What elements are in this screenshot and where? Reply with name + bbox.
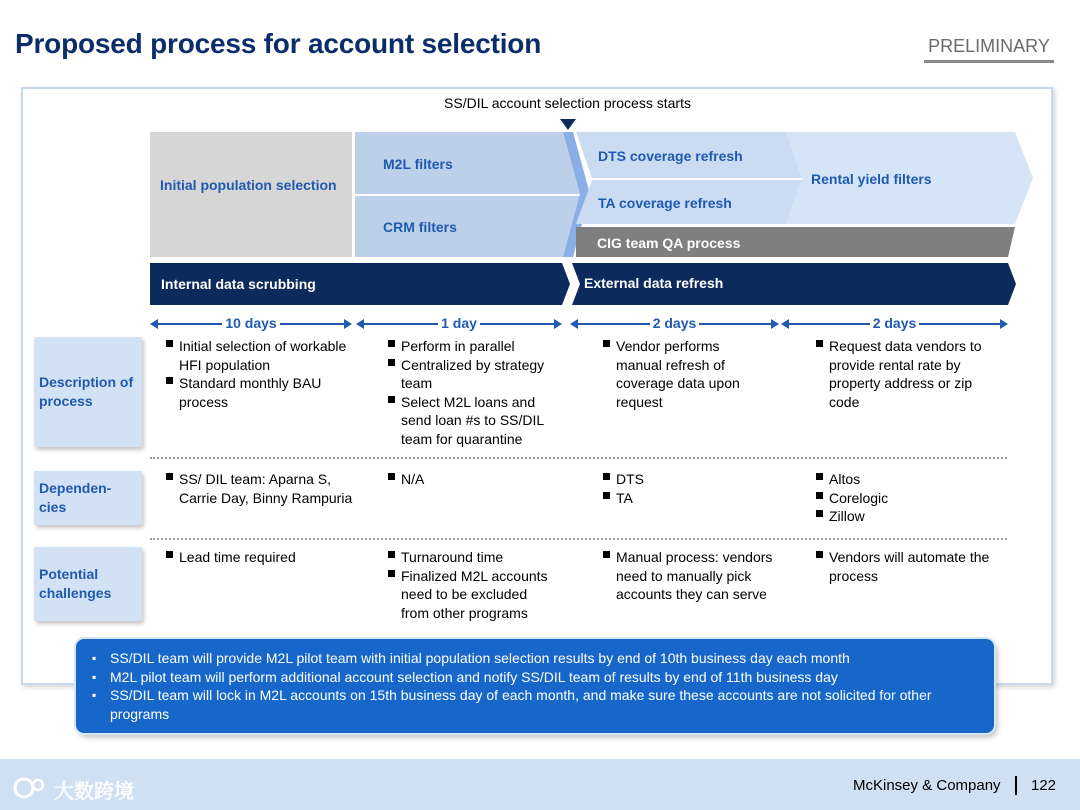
phase-external-label: External data refresh bbox=[584, 275, 724, 291]
duration-label: 2 days bbox=[650, 315, 700, 331]
phase-internal-label: Internal data scrubbing bbox=[161, 276, 316, 292]
list-item: Select M2L loans and send loan #s to SS/DIL team for quarantine bbox=[387, 393, 565, 449]
cell-challenges-3 bbox=[602, 548, 782, 604]
preliminary-badge: PRELIMINARY bbox=[924, 34, 1054, 63]
duration-arrow bbox=[356, 316, 562, 332]
list-item: Altos bbox=[815, 470, 995, 489]
summary-notes-box bbox=[76, 639, 994, 733]
block-dts-refresh-label: DTS coverage refresh bbox=[598, 148, 743, 164]
block-initial-population bbox=[150, 132, 352, 257]
list-item: Vendors will automate the process bbox=[815, 548, 1010, 585]
cell-dependencies-3 bbox=[602, 470, 767, 507]
block-m2l-filters-label: M2L filters bbox=[383, 156, 453, 172]
duration-arrow bbox=[570, 316, 779, 332]
duration-arrow bbox=[150, 316, 352, 332]
cell-challenges-1 bbox=[165, 548, 355, 567]
row-separator bbox=[150, 457, 1007, 459]
list-item: DTS bbox=[602, 470, 767, 489]
page-title: Proposed process for account selection bbox=[15, 28, 542, 59]
list-item: Lead time required bbox=[165, 548, 355, 567]
list-item: Standard monthly BAU process bbox=[165, 374, 350, 411]
watermark-logo-icon bbox=[12, 776, 52, 800]
process-start-label: SS/DIL account selection process starts bbox=[444, 95, 691, 111]
block-cig-qa-label: CIG team QA process bbox=[597, 235, 741, 251]
list-item: TA bbox=[602, 489, 767, 508]
list-item: Request data vendors to provide rental rate by property address or zip code bbox=[815, 337, 995, 411]
list-item: Finalized M2L accounts need to be excluded from other programs bbox=[387, 567, 552, 623]
duration-label: 10 days bbox=[222, 315, 279, 331]
cell-dependencies-1 bbox=[165, 470, 355, 507]
row-header-dependencies: Dependen-cies bbox=[34, 471, 142, 525]
cell-description-1 bbox=[165, 337, 350, 411]
list-item: N/A bbox=[387, 470, 557, 489]
block-initial-population-label: Initial population selection bbox=[160, 177, 337, 193]
duration-label: 2 days bbox=[870, 315, 920, 331]
list-item: Manual process: vendors need to manually pick accounts they can serve bbox=[602, 548, 782, 604]
cell-description-2 bbox=[387, 337, 565, 448]
block-ta-refresh-label: TA coverage refresh bbox=[598, 195, 732, 211]
row-header-description: Description of process bbox=[34, 337, 142, 447]
block-crm-filters-label: CRM filters bbox=[383, 219, 457, 235]
row-header-challenges: Potential challenges bbox=[34, 547, 142, 621]
cell-dependencies-4 bbox=[815, 470, 995, 526]
block-rental-yield-label: Rental yield filters bbox=[811, 171, 932, 187]
list-item: Perform in parallel bbox=[387, 337, 565, 356]
note-item: ▪ SS/DIL team will lock in M2L accounts on 15th business day of each month, and make sure these accounts are not solicited for other programs bbox=[92, 686, 974, 723]
watermark-text: 大数跨境 bbox=[54, 781, 134, 803]
note-item: ▪ SS/DIL team will provide M2L pilot team with initial population selection results by end of 10th business day each month bbox=[92, 649, 974, 668]
footer-divider bbox=[1015, 776, 1017, 795]
company-name: McKinsey & Company bbox=[853, 777, 1001, 794]
list-item: Zillow bbox=[815, 507, 995, 526]
duration-arrow bbox=[781, 316, 1008, 332]
list-item: Turnaround time bbox=[387, 548, 552, 567]
list-item: Vendor performs manual refresh of coverage data upon request bbox=[602, 337, 767, 411]
list-item: Corelogic bbox=[815, 489, 995, 508]
row-separator bbox=[150, 538, 1007, 540]
process-flow-diagram bbox=[0, 0, 1080, 320]
page-number: 122 bbox=[1031, 777, 1057, 794]
cell-description-4 bbox=[815, 337, 995, 411]
list-item: Initial selection of workable HFI population bbox=[165, 337, 350, 374]
cell-description-3 bbox=[602, 337, 767, 411]
duration-label: 1 day bbox=[438, 315, 480, 331]
cell-dependencies-2 bbox=[387, 470, 557, 489]
cell-challenges-2 bbox=[387, 548, 552, 622]
cell-challenges-4 bbox=[815, 548, 1010, 585]
note-item: ▪ M2L pilot team will perform additional account selection and notify SS/DIL team of results by end of 11th business day bbox=[92, 668, 974, 687]
list-item: Centralized by strategy team bbox=[387, 356, 565, 393]
list-item: SS/ DIL team: Aparna S, Carrie Day, Binny Rampuria bbox=[165, 470, 355, 507]
